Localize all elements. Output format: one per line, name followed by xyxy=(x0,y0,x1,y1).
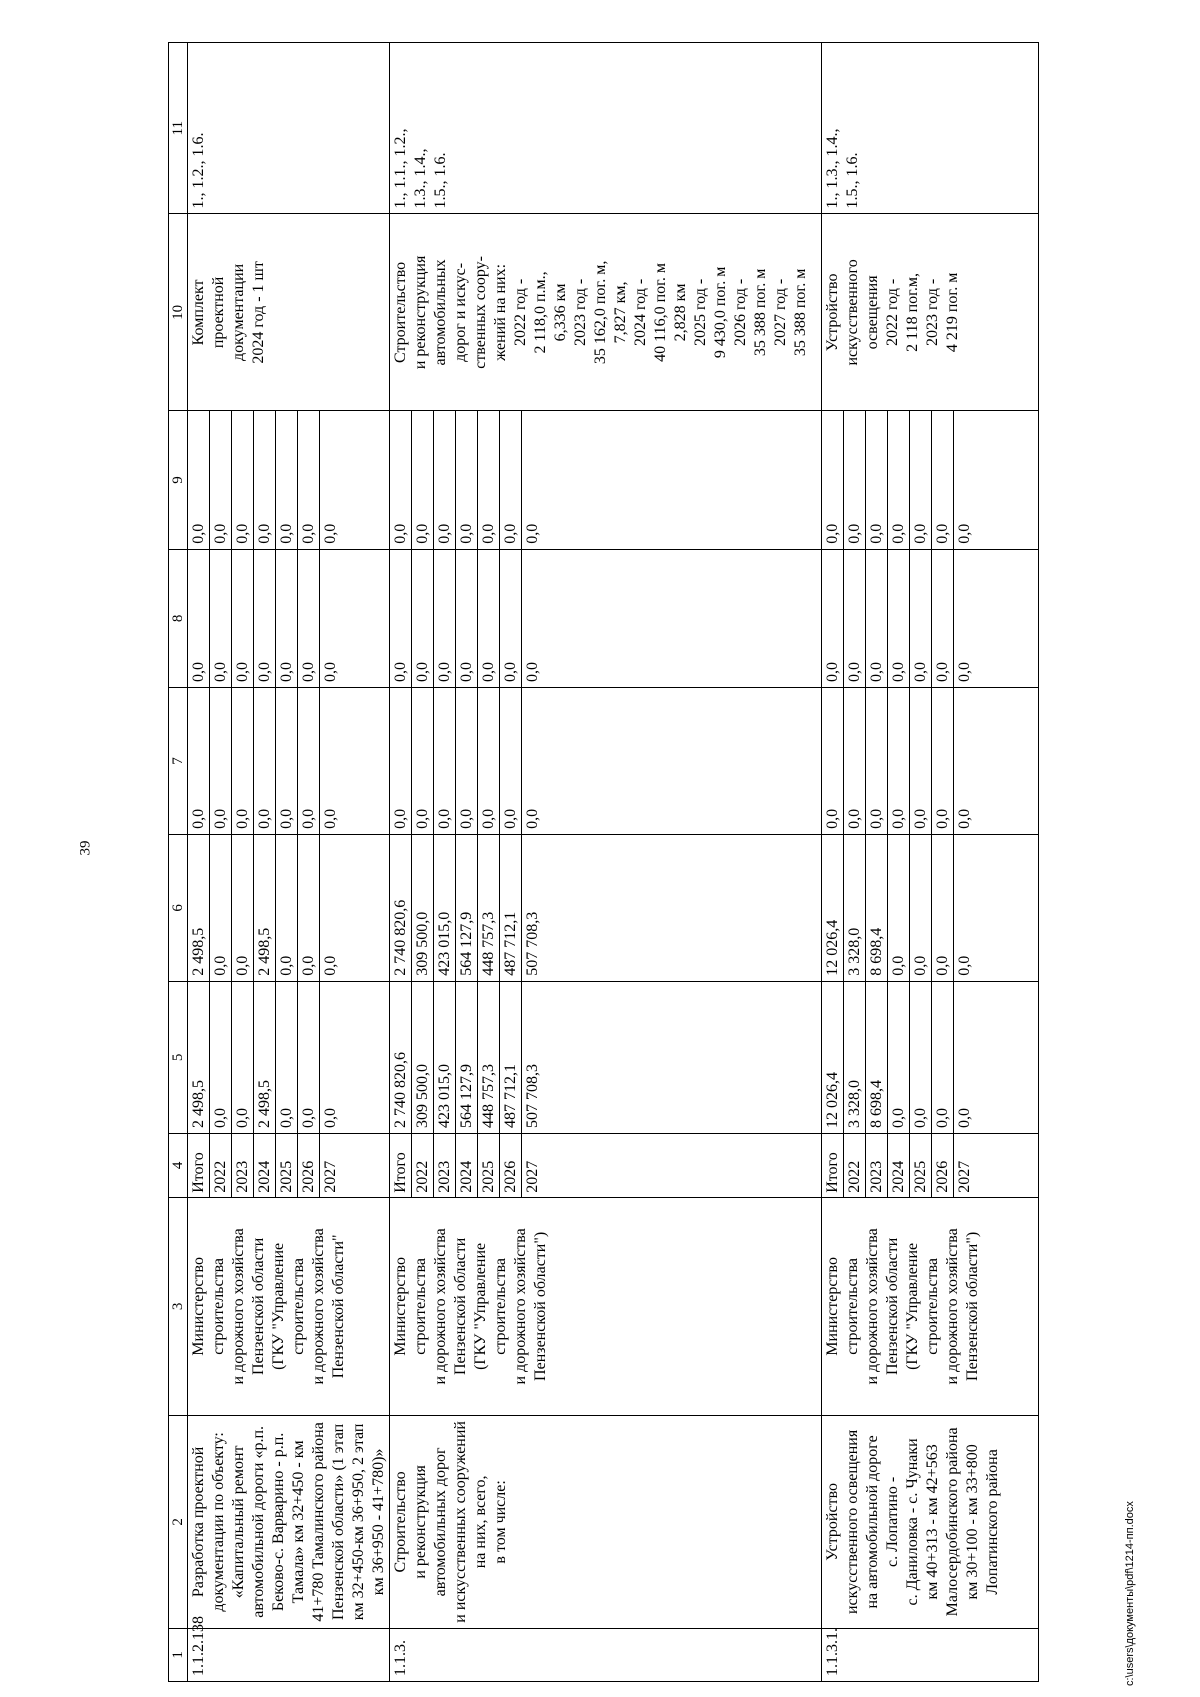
amount-cell-c9: 0,0 xyxy=(210,411,232,549)
amount-cell-c6: 507 708,3 xyxy=(522,834,822,981)
amount-cell-c8: 0,0 xyxy=(412,549,434,687)
year-cell: 2023 xyxy=(232,1133,254,1197)
amount-cell-c9: 0,0 xyxy=(232,411,254,549)
amount-cell-c9: 0,0 xyxy=(932,411,954,549)
amount-cell-c8: 0,0 xyxy=(456,549,478,687)
amount-cell-c5: 0,0 xyxy=(210,981,232,1133)
year-cell: 2022 xyxy=(210,1133,232,1197)
amount-cell-c8: 0,0 xyxy=(866,549,888,687)
target-indicators: 1., 1.2., 1.6. xyxy=(188,43,390,214)
amount-cell-c5: 2 740 820,6 xyxy=(390,981,412,1133)
amount-cell-c8: 0,0 xyxy=(522,549,822,687)
year-cell: 2025 xyxy=(478,1133,500,1197)
measure-name: Строительство и реконструкция автомобильных дорог и искусственных сооружений на них, всего, в том числе: xyxy=(390,1415,822,1628)
amount-cell-c8: 0,0 xyxy=(888,549,910,687)
amount-cell-c8: 0,0 xyxy=(320,549,390,687)
amount-cell-c8: 0,0 xyxy=(254,549,276,687)
amount-cell-c8: 0,0 xyxy=(188,549,210,687)
row-number: 1.1.3. xyxy=(390,1628,822,1681)
amount-cell-c6: 0,0 xyxy=(932,834,954,981)
amount-cell-c5: 12 026,4 xyxy=(822,981,844,1133)
amount-cell-c7: 0,0 xyxy=(276,688,298,835)
year-cell: 2027 xyxy=(954,1133,1039,1197)
result-indicator: Строительство и реконструкция автомобильных дорог и искус- ственных соору- жений на них: 2022 год - 2 118,0 п.м., 6,336 км 2023 год - 35 162,0 пог. м, 7,827 км, 2024 год - 40 116,0 пог. м 2,828 км 2025 год - 9 430,0 пог. м 2026 год - 35 388 пог. м 2027 год - 35 388 пог. м xyxy=(390,214,822,411)
amount-cell-c7: 0,0 xyxy=(822,688,844,835)
amount-cell-c9: 0,0 xyxy=(954,411,1039,549)
amount-cell-c9: 0,0 xyxy=(500,411,522,549)
amount-cell-c9: 0,0 xyxy=(254,411,276,549)
executor-name: Министерство строительства и дорожного хозяйства Пензенской области (ГКУ "Управление строительства и дорожного хозяйства Пензенской области") xyxy=(390,1197,822,1415)
amount-cell-c6: 0,0 xyxy=(888,834,910,981)
amount-cell-c7: 0,0 xyxy=(954,688,1039,835)
amount-cell-c6: 8 698,4 xyxy=(866,834,888,981)
amount-cell-c9: 0,0 xyxy=(320,411,390,549)
amount-cell-c5: 448 757,3 xyxy=(478,981,500,1133)
column-number-8: 8 xyxy=(169,549,188,687)
amount-cell-c9: 0,0 xyxy=(844,411,866,549)
amount-cell-c5: 0,0 xyxy=(276,981,298,1133)
year-cell: 2024 xyxy=(888,1133,910,1197)
amount-cell-c6: 0,0 xyxy=(954,834,1039,981)
file-path-footer: c:\users\документы\pdf\1214-пп.docx xyxy=(1124,1501,1136,1686)
amount-cell-c6: 487 712,1 xyxy=(500,834,522,981)
amount-cell-c7: 0,0 xyxy=(412,688,434,835)
column-number-3: 3 xyxy=(169,1197,188,1415)
amount-cell-c7: 0,0 xyxy=(232,688,254,835)
amount-cell-c7: 0,0 xyxy=(866,688,888,835)
amount-cell-c9: 0,0 xyxy=(888,411,910,549)
row-number: 1.1.3.1. xyxy=(822,1628,1039,1681)
column-number-5: 5 xyxy=(169,981,188,1133)
amount-cell-c9: 0,0 xyxy=(412,411,434,549)
amount-cell-c5: 0,0 xyxy=(954,981,1039,1133)
year-cell: Итого xyxy=(188,1133,210,1197)
year-cell: 2022 xyxy=(412,1133,434,1197)
amount-cell-c5: 8 698,4 xyxy=(866,981,888,1133)
amount-cell-c5: 0,0 xyxy=(320,981,390,1133)
amount-cell-c7: 0,0 xyxy=(932,688,954,835)
year-cell: 2026 xyxy=(298,1133,320,1197)
table-row xyxy=(822,43,844,1682)
amount-cell-c8: 0,0 xyxy=(298,549,320,687)
amount-cell-c5: 507 708,3 xyxy=(522,981,822,1133)
year-cell: 2024 xyxy=(456,1133,478,1197)
amount-cell-c6: 2 740 820,6 xyxy=(390,834,412,981)
amount-cell-c6: 448 757,3 xyxy=(478,834,500,981)
amount-cell-c6: 2 498,5 xyxy=(254,834,276,981)
amount-cell-c9: 0,0 xyxy=(456,411,478,549)
amount-cell-c6: 0,0 xyxy=(232,834,254,981)
amount-cell-c7: 0,0 xyxy=(478,688,500,835)
column-number-1: 1 xyxy=(169,1628,188,1681)
amount-cell-c8: 0,0 xyxy=(434,549,456,687)
amount-cell-c6: 3 328,0 xyxy=(844,834,866,981)
amount-cell-c7: 0,0 xyxy=(888,688,910,835)
amount-cell-c5: 3 328,0 xyxy=(844,981,866,1133)
amount-cell-c5: 564 127,9 xyxy=(456,981,478,1133)
program-table xyxy=(168,42,1039,1682)
result-indicator: Устройство искусственного освещения 2022 год - 2 118 пог.м, 2023 год - 4 219 пог. м xyxy=(822,214,1039,411)
amount-cell-c7: 0,0 xyxy=(910,688,932,835)
year-cell: Итого xyxy=(390,1133,412,1197)
amount-cell-c9: 0,0 xyxy=(434,411,456,549)
amount-cell-c7: 0,0 xyxy=(434,688,456,835)
column-number-10: 10 xyxy=(169,214,188,411)
year-cell: 2023 xyxy=(434,1133,456,1197)
amount-cell-c5: 0,0 xyxy=(298,981,320,1133)
row-number: 1.1.2.138 xyxy=(188,1628,390,1681)
column-numbers-row xyxy=(169,43,188,1682)
amount-cell-c6: 564 127,9 xyxy=(456,834,478,981)
amount-cell-c6: 0,0 xyxy=(276,834,298,981)
amount-cell-c6: 0,0 xyxy=(210,834,232,981)
amount-cell-c7: 0,0 xyxy=(188,688,210,835)
year-cell: 2025 xyxy=(276,1133,298,1197)
result-indicator: Комплект проектной документации 2024 год - 1 шт xyxy=(188,214,390,411)
table-row xyxy=(188,43,210,1682)
amount-cell-c6: 0,0 xyxy=(320,834,390,981)
amount-cell-c7: 0,0 xyxy=(254,688,276,835)
measure-name: Разработка проектной документации по объекту: «Капитальный ремонт автомобильной дороги «р.п. Беково-с. Варварино - р.п. Тамала» км 32+450 - км 41+780 Тамалинского района Пензенской области» (1 этап км 32+450-км 36+950, 2 этап км 36+950 - 41+780)» xyxy=(188,1415,390,1628)
year-cell: 2026 xyxy=(500,1133,522,1197)
year-cell: 2022 xyxy=(844,1133,866,1197)
amount-cell-c7: 0,0 xyxy=(320,688,390,835)
amount-cell-c6: 423 015,0 xyxy=(434,834,456,981)
year-cell: 2027 xyxy=(320,1133,390,1197)
table-body xyxy=(188,43,1039,1682)
amount-cell-c7: 0,0 xyxy=(522,688,822,835)
year-cell: 2023 xyxy=(866,1133,888,1197)
year-cell: Итого xyxy=(822,1133,844,1197)
amount-cell-c6: 0,0 xyxy=(298,834,320,981)
amount-cell-c8: 0,0 xyxy=(954,549,1039,687)
amount-cell-c7: 0,0 xyxy=(390,688,412,835)
target-indicators: 1., 1.1., 1.2., 1.3., 1.4., 1.5., 1.6. xyxy=(390,43,822,214)
program-table-sheet xyxy=(168,42,1040,1682)
amount-cell-c8: 0,0 xyxy=(500,549,522,687)
page-number: 39 xyxy=(77,840,94,856)
amount-cell-c9: 0,0 xyxy=(188,411,210,549)
target-indicators: 1., 1.3., 1.4., 1.5., 1.6. xyxy=(822,43,1039,214)
amount-cell-c6: 2 498,5 xyxy=(188,834,210,981)
amount-cell-c7: 0,0 xyxy=(210,688,232,835)
amount-cell-c9: 0,0 xyxy=(478,411,500,549)
amount-cell-c9: 0,0 xyxy=(910,411,932,549)
column-number-9: 9 xyxy=(169,411,188,549)
table-row xyxy=(390,43,412,1682)
amount-cell-c8: 0,0 xyxy=(276,549,298,687)
amount-cell-c8: 0,0 xyxy=(478,549,500,687)
year-cell: 2025 xyxy=(910,1133,932,1197)
amount-cell-c8: 0,0 xyxy=(390,549,412,687)
year-cell: 2027 xyxy=(522,1133,822,1197)
column-number-2: 2 xyxy=(169,1415,188,1628)
amount-cell-c5: 0,0 xyxy=(932,981,954,1133)
amount-cell-c5: 0,0 xyxy=(888,981,910,1133)
amount-cell-c6: 0,0 xyxy=(910,834,932,981)
amount-cell-c9: 0,0 xyxy=(822,411,844,549)
amount-cell-c6: 309 500,0 xyxy=(412,834,434,981)
column-number-7: 7 xyxy=(169,688,188,835)
amount-cell-c8: 0,0 xyxy=(232,549,254,687)
amount-cell-c8: 0,0 xyxy=(210,549,232,687)
year-cell: 2026 xyxy=(932,1133,954,1197)
amount-cell-c7: 0,0 xyxy=(844,688,866,835)
amount-cell-c5: 487 712,1 xyxy=(500,981,522,1133)
amount-cell-c8: 0,0 xyxy=(822,549,844,687)
column-number-11: 11 xyxy=(169,43,188,214)
measure-name: Устройство искусственного освещения на автомобильной дороге с. Лопатино - с. Даниловка - с. Чунаки км 40+313 - км 42+563 Малосердобинского района км 30+100 - км 33+800 Лопатинского района xyxy=(822,1415,1039,1628)
executor-name: Министерство строительства и дорожного хозяйства Пензенской области (ГКУ "Управление строительства и дорожного хозяйства Пензенской области" xyxy=(188,1197,390,1415)
amount-cell-c6: 12 026,4 xyxy=(822,834,844,981)
amount-cell-c8: 0,0 xyxy=(844,549,866,687)
amount-cell-c5: 423 015,0 xyxy=(434,981,456,1133)
amount-cell-c5: 0,0 xyxy=(910,981,932,1133)
amount-cell-c9: 0,0 xyxy=(390,411,412,549)
column-number-4: 4 xyxy=(169,1133,188,1197)
amount-cell-c7: 0,0 xyxy=(500,688,522,835)
amount-cell-c5: 2 498,5 xyxy=(188,981,210,1133)
year-cell: 2024 xyxy=(254,1133,276,1197)
amount-cell-c9: 0,0 xyxy=(866,411,888,549)
executor-name: Министерство строительства и дорожного хозяйства Пензенской области (ГКУ "Управление строительства и дорожного хозяйства Пензенской области") xyxy=(822,1197,1039,1415)
amount-cell-c7: 0,0 xyxy=(298,688,320,835)
amount-cell-c9: 0,0 xyxy=(298,411,320,549)
amount-cell-c5: 2 498,5 xyxy=(254,981,276,1133)
amount-cell-c7: 0,0 xyxy=(456,688,478,835)
amount-cell-c9: 0,0 xyxy=(276,411,298,549)
amount-cell-c5: 0,0 xyxy=(232,981,254,1133)
amount-cell-c9: 0,0 xyxy=(522,411,822,549)
amount-cell-c8: 0,0 xyxy=(932,549,954,687)
amount-cell-c8: 0,0 xyxy=(910,549,932,687)
amount-cell-c5: 309 500,0 xyxy=(412,981,434,1133)
column-number-6: 6 xyxy=(169,834,188,981)
